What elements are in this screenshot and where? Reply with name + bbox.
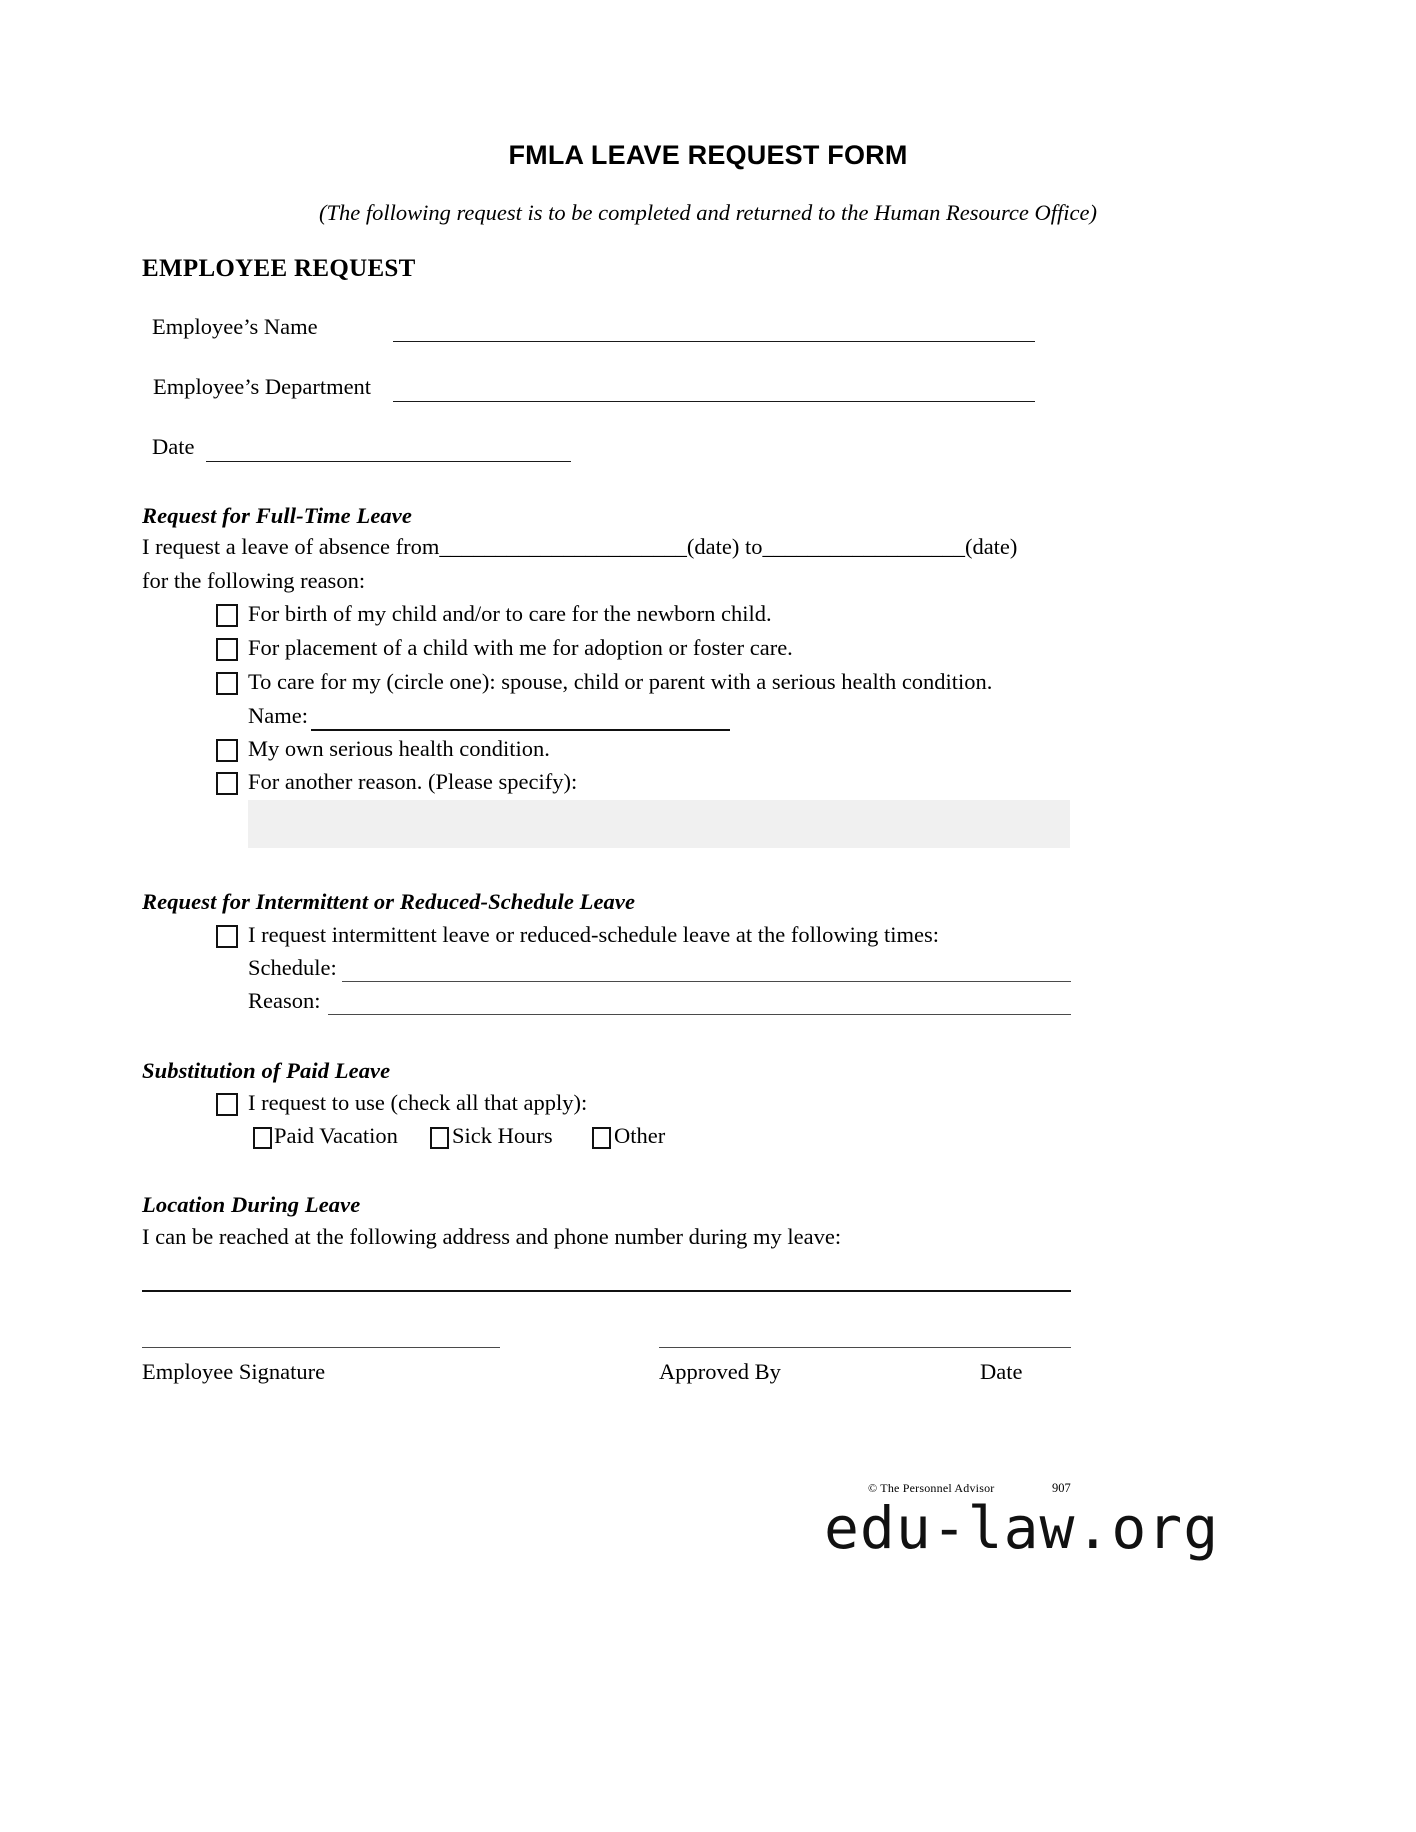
- leave-from-date-input[interactable]: ______________________: [439, 534, 687, 559]
- page-number: 907: [1052, 1481, 1071, 1495]
- substitution-paid-leave-heading: Substitution of Paid Leave: [142, 1058, 391, 1083]
- intermittent-reason-input[interactable]: [328, 1014, 1071, 1015]
- employee-signature-label: Employee Signature: [142, 1359, 326, 1384]
- checkbox-placement-of-child[interactable]: [216, 638, 238, 661]
- checkbox-request-to-use-label: I request to use (check all that apply):: [248, 1090, 588, 1115]
- request-date-label: Date: [152, 434, 195, 459]
- employee-name-label: Employee’s Name: [152, 314, 318, 339]
- checkbox-care-for-family-member-label: To care for my (circle one): spouse, child or parent with a serious health condition.: [248, 669, 993, 694]
- location-address-input[interactable]: [142, 1290, 1071, 1292]
- checkbox-sick-hours[interactable]: [430, 1127, 449, 1149]
- checkbox-another-reason[interactable]: [216, 772, 238, 795]
- checkbox-birth-of-child[interactable]: [216, 604, 238, 627]
- employee-department-input[interactable]: [393, 401, 1035, 402]
- leave-to-date-marker: (date): [964, 534, 1018, 559]
- checkbox-other-paid-leave-label: Other: [614, 1123, 666, 1148]
- checkbox-placement-of-child-label: For placement of a child with me for adoption or foster care.: [248, 635, 793, 660]
- checkbox-request-to-use[interactable]: [216, 1093, 238, 1116]
- schedule-label: Schedule:: [248, 955, 337, 980]
- schedule-input[interactable]: [342, 981, 1071, 982]
- employee-request-heading: EMPLOYEE REQUEST: [142, 255, 416, 282]
- checkbox-intermittent-leave[interactable]: [216, 925, 238, 948]
- employee-signature-input[interactable]: [142, 1347, 500, 1348]
- leave-from-date-marker: (date) to: [686, 534, 763, 559]
- page-title: FMLA LEAVE REQUEST FORM: [508, 140, 908, 170]
- intermittent-leave-heading: Request for Intermittent or Reduced-Schedule Leave: [142, 889, 636, 914]
- copyright-note: © The Personnel Advisor: [868, 1481, 995, 1495]
- approval-date-label: Date: [980, 1359, 1023, 1384]
- leave-reason-lead-in: for the following reason:: [142, 568, 366, 593]
- leave-to-date-input[interactable]: __________________: [762, 534, 965, 559]
- edu-law-watermark: edu-law.org: [824, 1494, 1220, 1562]
- employee-department-label: Employee’s Department: [153, 374, 372, 399]
- checkbox-other-paid-leave[interactable]: [592, 1127, 611, 1149]
- checkbox-own-health-condition-label: My own serious health condition.: [248, 736, 550, 761]
- full-time-leave-heading: Request for Full-Time Leave: [142, 503, 412, 528]
- subtitle-open-paren: (: [319, 200, 327, 225]
- checkbox-paid-vacation-label: Paid Vacation: [274, 1123, 398, 1148]
- family-member-name-label: Name:: [248, 703, 308, 728]
- approved-by-label: Approved By: [659, 1359, 781, 1384]
- checkbox-intermittent-leave-label: I request intermittent leave or reduced-schedule leave at the following times:: [248, 922, 939, 947]
- subtitle-text: The following request is to be completed and returned to the Human Resource Office: [326, 200, 1090, 225]
- employee-name-input[interactable]: [393, 341, 1035, 342]
- leave-absence-text: I request a leave of absence from: [142, 534, 440, 559]
- request-date-input[interactable]: [206, 461, 571, 462]
- approved-by-input[interactable]: [659, 1347, 1071, 1348]
- intermittent-reason-label: Reason:: [248, 988, 321, 1013]
- form-subtitle: [0, 200, 1416, 226]
- family-member-name-input[interactable]: [311, 729, 730, 731]
- checkbox-own-health-condition[interactable]: [216, 739, 238, 762]
- location-during-leave-heading: Location During Leave: [142, 1192, 361, 1217]
- subtitle-close-paren: ): [1089, 200, 1097, 225]
- checkbox-care-for-family-member[interactable]: [216, 672, 238, 695]
- leave-absence-line: [142, 536, 1017, 559]
- checkbox-sick-hours-label: Sick Hours: [452, 1123, 553, 1148]
- checkbox-another-reason-label: For another reason. (Please specify):: [248, 769, 578, 794]
- checkbox-paid-vacation[interactable]: [253, 1127, 272, 1149]
- location-during-leave-text: I can be reached at the following address and phone number during my leave:: [142, 1224, 842, 1249]
- another-reason-specify-input[interactable]: [248, 800, 1070, 848]
- checkbox-birth-of-child-label: For birth of my child and/or to care for the newborn child.: [248, 601, 772, 626]
